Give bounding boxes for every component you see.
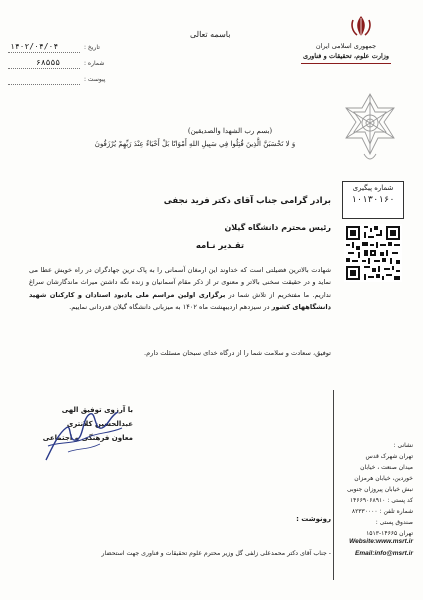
- body-text-bold: برگزاری اولین مراسم ملی یادبود استادان و کارکنان شهید دانشگاههای کشور: [29, 290, 331, 311]
- verse-text: وَ لا تَحْسَبَنَّ الَّذِينَ قُتِلُوا فِي سَبِيلِ اللهِ أَمْوَاتًا بَلْ أَحْيَاءٌ عِنْدَ رَبِّهِمْ يُرْزَقُونَ: [94, 140, 296, 148]
- date-underline: [8, 52, 80, 53]
- website-link[interactable]: Website:www.msrt.ir: [349, 538, 413, 545]
- tracking-box: [342, 181, 404, 219]
- qr-code: [344, 224, 402, 282]
- number-value: ۶۸۵۵۵: [36, 58, 61, 67]
- po-box-value: تهران ۱۴۶۶۵-۱۵۱۳: [366, 530, 413, 537]
- number-underline: [8, 68, 80, 69]
- date-label: تاریخ :: [84, 44, 100, 51]
- phone-number: شماره تلفن : ۸۲۳۳۰۰۰۰: [351, 508, 413, 515]
- address-line: نبش خیابان پیروزان جنوبی: [346, 486, 413, 493]
- number-label: شماره :: [84, 60, 105, 67]
- letter-closing: توفیق، سعادت و سلامت شما را از درگاه خدای سبحان مسئلت دارم.: [143, 349, 331, 357]
- bismillah-heading: باسمه تعالی: [190, 30, 231, 39]
- recipient-role: رئیس محترم دانشگاه گیلان: [224, 223, 331, 232]
- address-line: تهران شهرک قدس: [365, 453, 413, 460]
- signatory-name: عبدالحسین کلانتری: [66, 420, 133, 428]
- attachment-underline: [8, 84, 80, 85]
- attachment-label: پیوست :: [84, 76, 106, 83]
- logo-line-country: جمهوری اسلامی ایران: [315, 42, 377, 50]
- date-value: ۱۴۰۲/۰۴/۰۴: [10, 42, 59, 51]
- iran-emblem-icon: [348, 14, 374, 38]
- postal-code: کد پستی : ۱۴۶۶۹۰۶۸۹۱۰: [349, 497, 413, 504]
- cc-recipient: - جناب آقای دکتر محمدعلی زلفی گل وزیر محترم علوم تحقیقات و فناوری جهت استحضار: [101, 550, 331, 557]
- body-text-part1: شهادت بالاترین فضیلتی است که خداوند این ارمغان آسمانی را به پاک ترین جهادگران در راه خویش عطا می نماید و در حقیقت سخنی بالاتر و معنوی تر از ذکر مقام آسمانیان و زنده نگه داشتن میراث ماندگارشان سراغ نداریم. ما مفتخریم از تلاش شما در: [29, 266, 331, 299]
- tracking-number: ۱۰۱۳۰۱۶۰: [351, 195, 395, 205]
- verse-title: (بسم رب الشهدا والصدیقین): [187, 127, 273, 135]
- decorative-ornament-icon: [340, 92, 400, 164]
- logo-underline: [301, 63, 391, 64]
- tracking-label: شماره پیگیری: [352, 184, 394, 192]
- logo-line-ministry: وزارت علوم، تحقیقات و فناوری: [302, 52, 390, 60]
- body-text-part2: در سیزدهم اردیبهشت ماه ۱۴۰۲ به میزبانی دانشگاه گیلان قدردانی نماییم.: [69, 302, 272, 311]
- email-link[interactable]: Email:info@msrt.ir: [355, 550, 413, 557]
- letter-subject: تقـدیر نـامه: [195, 241, 245, 251]
- address-label: نشانی :: [393, 442, 413, 449]
- address-line: خوردین، خیابان هرمزان: [354, 475, 413, 482]
- letter-body: [29, 264, 331, 313]
- recipient-name: برادر گرامی جناب آقای دکتر فرید نجفی: [163, 196, 331, 206]
- po-box-label: صندوق پستی :: [375, 519, 413, 526]
- signatory-title: معاون فرهنگی و اجتماعی: [42, 434, 133, 442]
- address-line: میدان صنعت ، خیابان: [360, 464, 413, 471]
- handwritten-signature: [38, 398, 128, 466]
- cc-label: رونوشت :: [296, 515, 331, 523]
- signature-greeting: با آرزوی توفیق الهی: [61, 406, 133, 414]
